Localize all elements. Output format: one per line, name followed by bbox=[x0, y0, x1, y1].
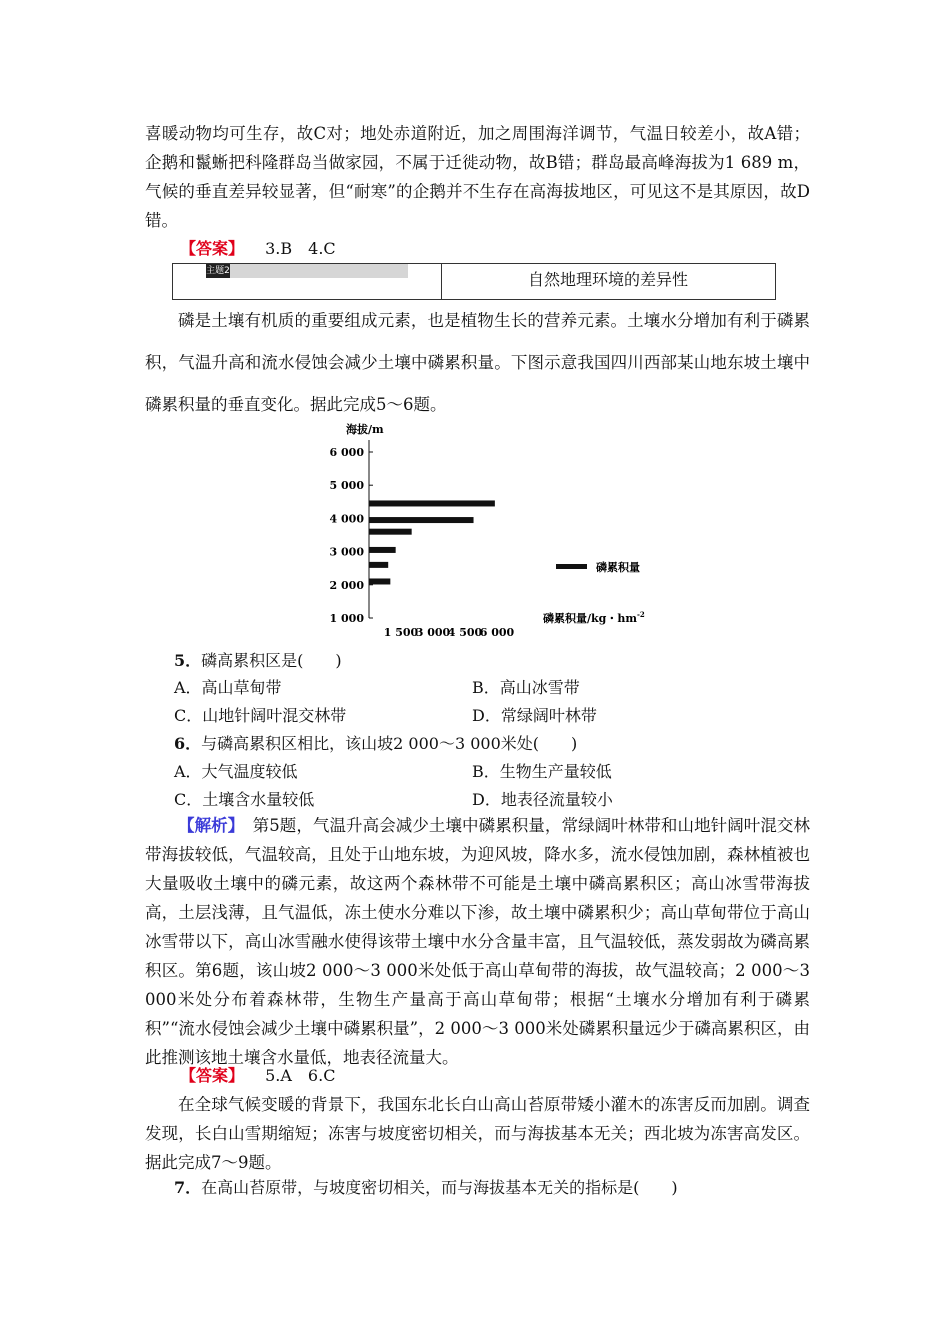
y-tick-label: 4 000 bbox=[329, 512, 364, 526]
y-tick-label: 3 000 bbox=[329, 545, 364, 559]
x-tick-label: 6 000 bbox=[479, 626, 515, 639]
answer-text-2: 5.A 6.C bbox=[265, 1066, 336, 1085]
answer-label: 【答案】 bbox=[180, 239, 245, 258]
y-tick-label: 5 000 bbox=[329, 479, 364, 493]
question-5 bbox=[174, 648, 342, 671]
question-6-number: 6． bbox=[174, 734, 202, 753]
bar bbox=[369, 562, 388, 568]
q5-option-b: B．高山冰雪带 bbox=[472, 678, 580, 697]
x-ticks bbox=[384, 626, 515, 639]
question-7-stem: 在高山苔原带，与坡度密切相关，而与海拔基本无关的指标是( ) bbox=[201, 1178, 678, 1197]
answer-line-2 bbox=[180, 1063, 335, 1086]
q5-option-d: D．常绿阔叶林带 bbox=[472, 706, 597, 725]
analysis-paragraph bbox=[145, 811, 810, 1072]
theme-title: 自然地理环境的差异性 bbox=[527, 270, 688, 289]
x-tick-label: 1 500 bbox=[383, 626, 419, 639]
y-tick-label: 6 000 bbox=[329, 446, 364, 459]
question-7 bbox=[174, 1175, 678, 1198]
question-5-number: 5． bbox=[174, 651, 202, 670]
theme-table bbox=[172, 263, 776, 300]
question-6 bbox=[174, 731, 577, 754]
y-tick-label: 2 000 bbox=[329, 578, 364, 592]
passage-tundra: 在全球气候变暖的背景下，我国东北长白山高山苔原带矮小灌木的冻害反而加剧。调查发现，长白山雪期缩短；冻害与坡度密切相关，而与海拔基本无关；西北坡为冻害高发区。据此完成7～9题。 bbox=[145, 1095, 810, 1172]
analysis-label: 【解析】 bbox=[178, 816, 237, 835]
theme-tag: 主题2 bbox=[206, 266, 230, 276]
legend-swatch bbox=[556, 564, 587, 569]
q6-option-a: A．大气温度较低 bbox=[174, 762, 298, 781]
passage-phosphorus: 磷是土壤有机质的重要组成元素，也是植物生长的营养元素。土壤水分增加有利于磷累积，气温升高和流水侵蚀会减少土壤中磷累积量。下图示意我国四川西部某山地东坡土壤中磷累积量的垂直变化。据此完成5～6题。 bbox=[145, 311, 810, 414]
x-tick-label: 3 000 bbox=[415, 626, 451, 639]
bar bbox=[369, 547, 396, 553]
answer-label-2: 【答案】 bbox=[180, 1066, 245, 1085]
answer-line bbox=[180, 236, 336, 259]
legend-label: 磷累积量 bbox=[596, 561, 640, 574]
x-axis-label: 磷累积量/kg・$hm^{-2}$ bbox=[543, 610, 645, 625]
question-5-stem: 磷高累积区是( ) bbox=[201, 651, 342, 670]
q5-option-a: A．高山草甸带 bbox=[174, 678, 282, 697]
q6-option-c: C．土壤含水量较低 bbox=[174, 790, 315, 809]
bar bbox=[369, 578, 390, 584]
intro-paragraph: 喜暖动物均可生存，故C对；地处赤道附近，加之周围海洋调节，气温日较差小，故A错；企鹅和鬣蜥把科隆群岛当做家园，不属于迁徙动物，故B错；群岛最高峰海拔为1 689 m，气候的垂直差异较显著，但“耐寒”的企鹅并不生存在高海拔地区，可见这不是其原因，故D错。 bbox=[145, 124, 810, 230]
q5-option-c: C．山地针阔叶混交林带 bbox=[174, 706, 347, 725]
q6-option-b: B．生物生产量较低 bbox=[472, 762, 612, 781]
analysis-text: 第5题，气温升高会减少土壤中磷累积量，常绿阔叶林带和山地针阔叶混交林带海拔较低，气温较高，且处于山地东坡，为迎风坡，降水多，流水侵蚀加剧，森林植被也大量吸收土壤中的磷元素，故这两个森林带不可能是土壤中磷高累积区；高山冰雪带海拔高，土层浅薄，且气温低，冻土使水分难以下渗，故土壤中磷累积少；高山草甸带位于高山冰雪带以下，高山冰雪融水使得该带土壤中水分含量丰富，且气温较低，蒸发弱故为磷高累积区。第6题，该山坡2 000～3 000米处低于高山草甸带的海拔，故气温较高；2 000～3 000米处分布着森林带，生物生产量高于高山草甸带；根据“土壤水分增加有利于磷累积”“流水侵蚀会减少土壤中磷累积量”，2 000～3 000米处磷累积量远少于磷高累积区，由此推测该地土壤含水量低，地表径流量大。 bbox=[145, 816, 811, 1067]
x-tick-label: 4 500 bbox=[447, 626, 483, 639]
question-6-stem: 与磷高累积区相比，该山坡2 000～3 000米处( ) bbox=[201, 734, 578, 753]
theme-tag-bar bbox=[230, 264, 408, 278]
question-7-number: 7． bbox=[174, 1178, 202, 1197]
y-tick-label: 1 000 bbox=[329, 612, 364, 625]
phosphorus-chart bbox=[320, 418, 660, 643]
y-axis-label: 海拔/m bbox=[346, 423, 384, 436]
bar bbox=[369, 517, 474, 523]
y-ticks bbox=[330, 446, 373, 625]
bars-group bbox=[369, 500, 495, 584]
bar bbox=[369, 500, 495, 506]
bar bbox=[369, 529, 412, 535]
answer-text: 3.B 4.C bbox=[265, 239, 336, 258]
q6-option-d: D．地表径流量较小 bbox=[472, 790, 613, 809]
